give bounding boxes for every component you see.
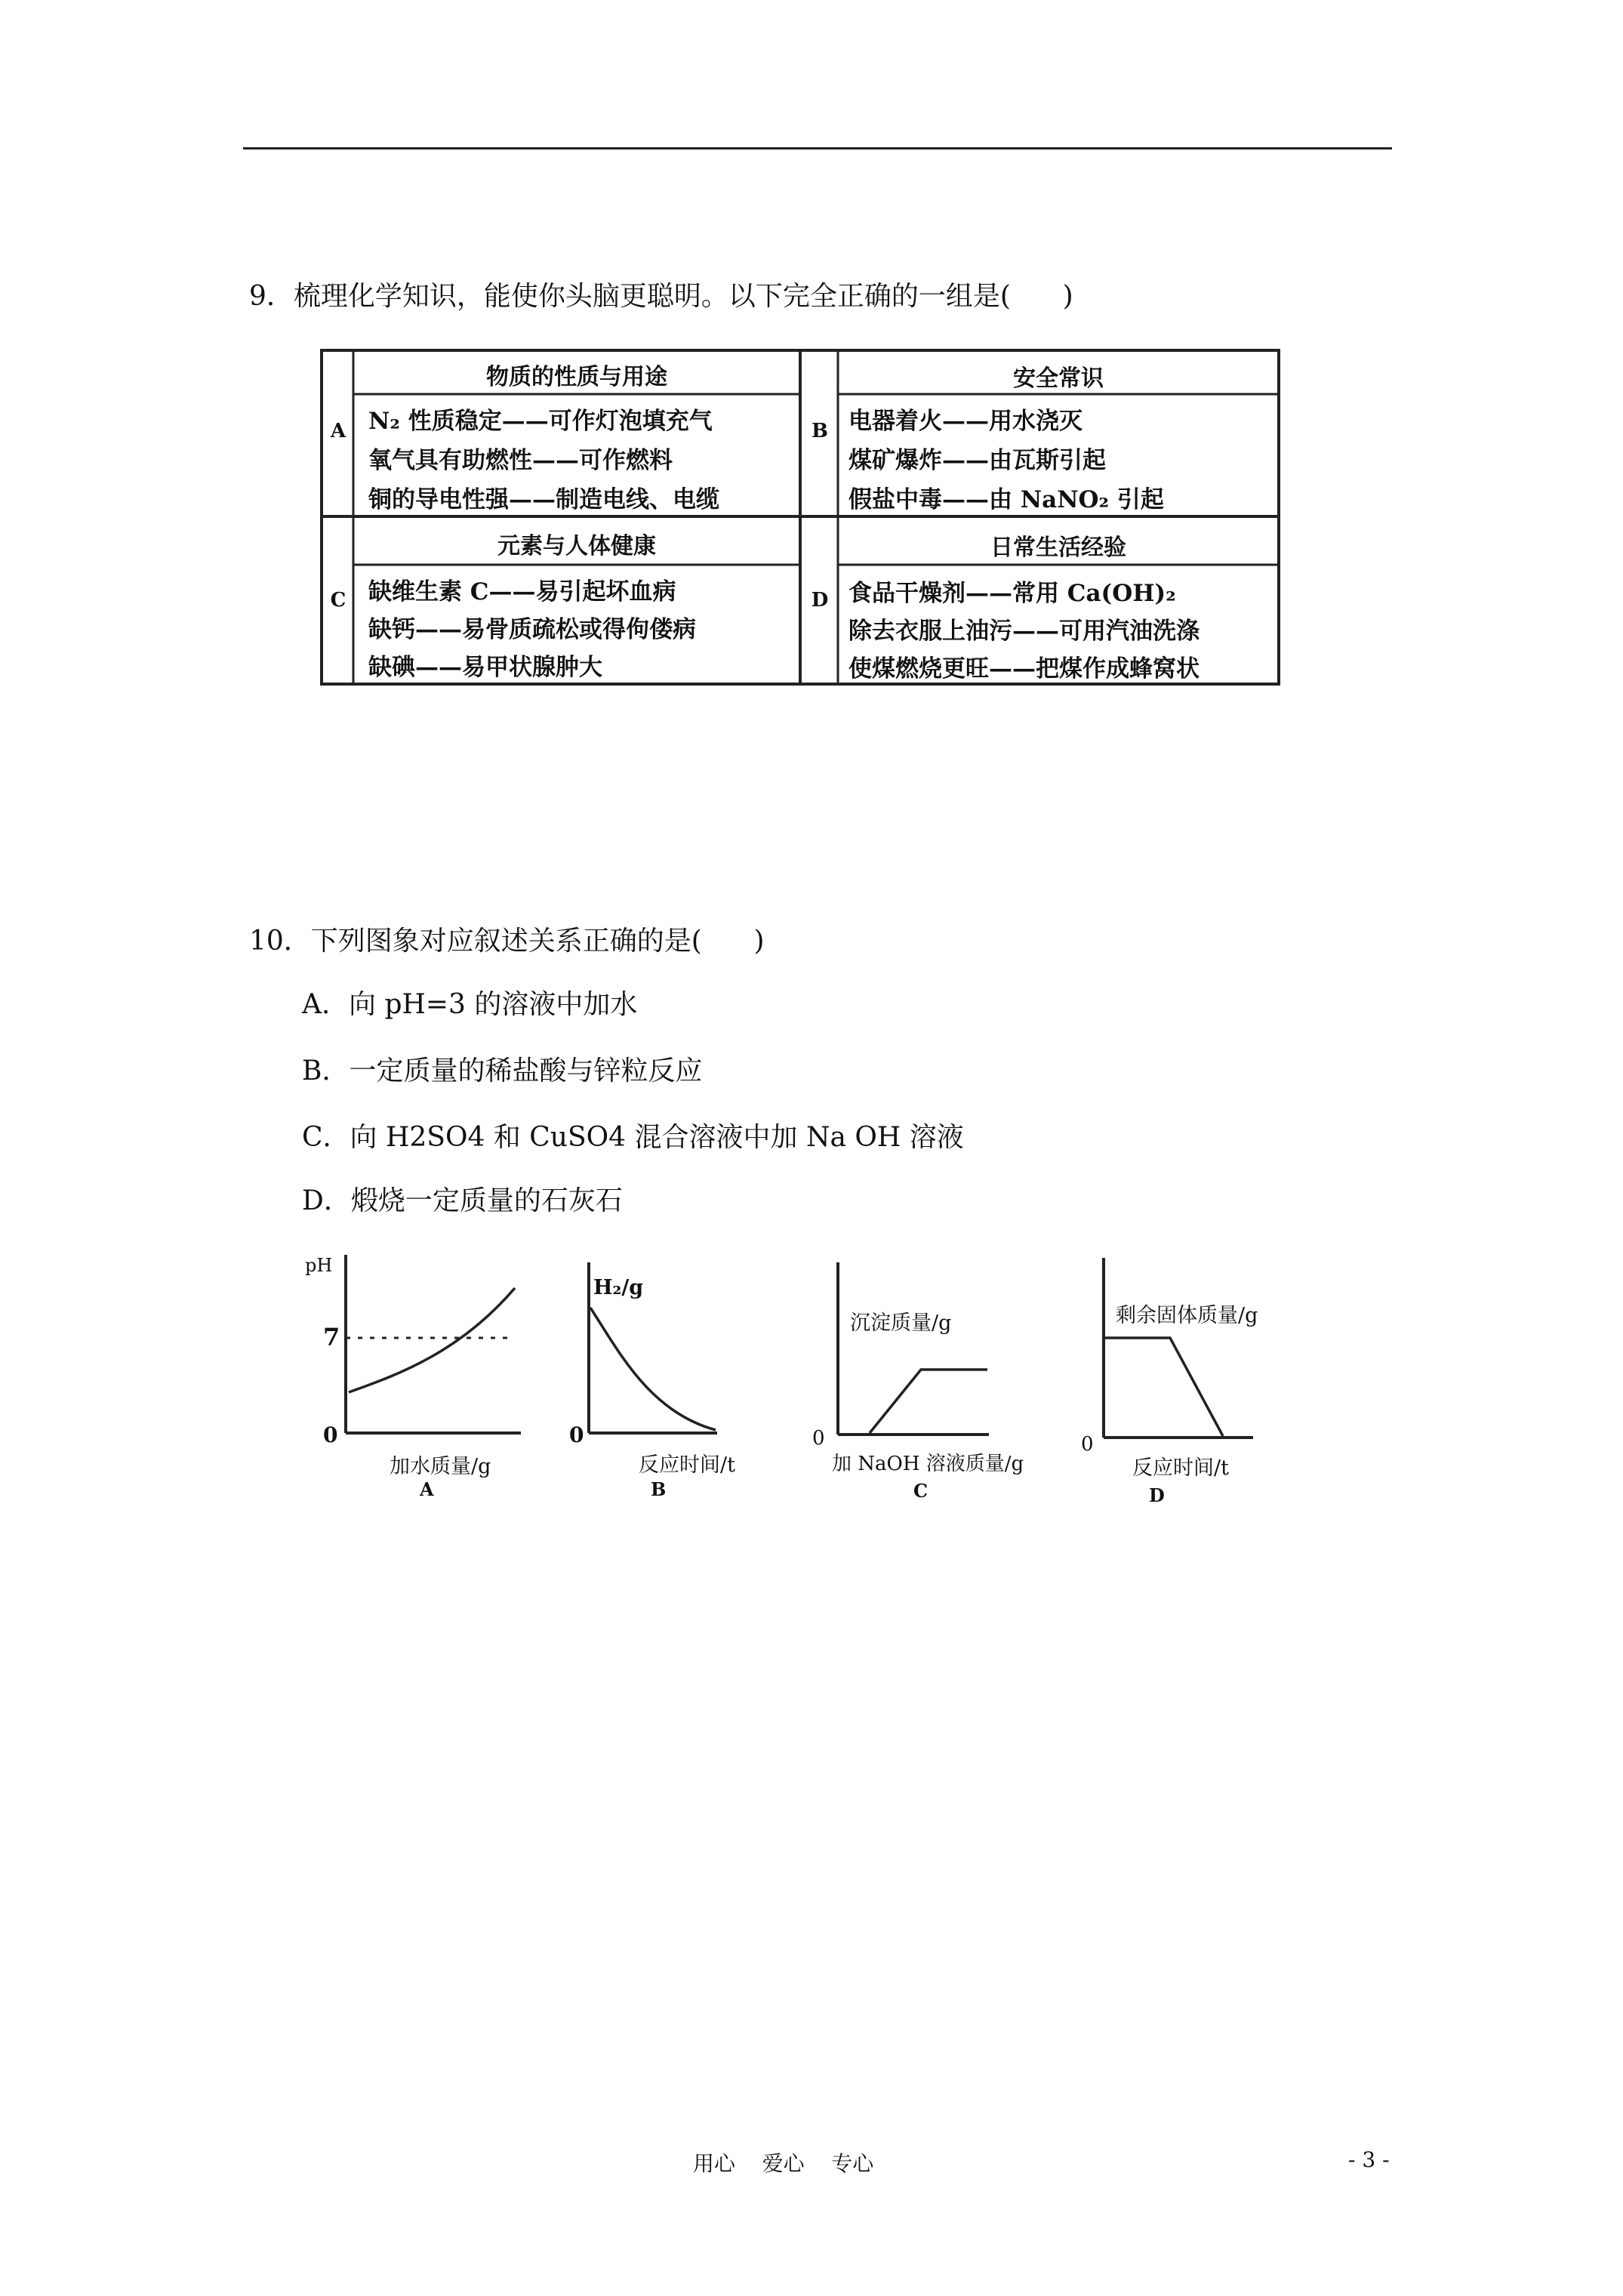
- cell-b-line-1: 电器着火——用水浇灭: [848, 408, 1083, 435]
- cell-b-line-2: 煤矿爆炸——由瓦斯引起: [848, 447, 1106, 474]
- cell-b-line-3: 假盐中毒——由 NaNO₂ 引起: [848, 486, 1164, 513]
- cell-d-line-1: 食品干燥剂——常用 Ca(OH)₂: [848, 580, 1176, 607]
- cell-c-line-2: 缺钙——易骨质疏松或得佝偻病: [368, 616, 696, 643]
- graph-c: [823, 1261, 1012, 1442]
- option-d: D．煅烧一定质量的石灰石: [302, 1185, 623, 1216]
- cell-d-letter: D: [811, 589, 829, 612]
- graph-d-line: [1104, 1338, 1223, 1436]
- cell-b-heading: 安全常识: [1013, 365, 1104, 392]
- graph-b-xlabel: 反应时间/t: [639, 1453, 735, 1477]
- graph-d: [1087, 1253, 1276, 1450]
- graph-b-curve: [590, 1308, 716, 1430]
- option-a: A．向 pH=3 的溶液中加水: [302, 989, 638, 1020]
- graph-a-mark-7: 7: [323, 1323, 340, 1351]
- graph-d-ylabel: 剩余固体质量/g: [1116, 1304, 1258, 1327]
- graph-a-ylabel: pH: [305, 1255, 333, 1276]
- graph-c-origin: 0: [812, 1427, 825, 1450]
- cell-c-line-3: 缺碘——易甲状腺肿大: [368, 654, 602, 681]
- cell-a-line-1: N₂ 性质稳定——可作灯泡填充气: [368, 408, 713, 435]
- graph-a-origin: 0: [323, 1422, 338, 1447]
- question-9-title: 9．梳理化学知识，能使你头脑更聪明。以下完全正确的一组是( ): [249, 281, 1073, 312]
- cell-d-heading: 日常生活经验: [990, 535, 1126, 561]
- cell-c-line-1: 缺维生素 C——易引起坏血病: [368, 578, 676, 606]
- graph-c-ylabel: 沉淀质量/g: [850, 1311, 952, 1335]
- graph-c-letter: C: [913, 1480, 929, 1502]
- footer-motto: 用心 爱心 专心: [693, 2151, 874, 2176]
- question-9-table: [320, 349, 1282, 687]
- graph-b-origin: 0: [569, 1422, 584, 1447]
- graph-d-letter: D: [1149, 1484, 1165, 1506]
- graph-b-letter: B: [651, 1478, 667, 1500]
- cell-a-heading: 物质的性质与用途: [486, 364, 667, 390]
- question-10-title: 10．下列图象对应叙述关系正确的是( ): [249, 926, 765, 957]
- cell-c-letter: C: [330, 589, 346, 612]
- page-number: - 3 -: [1348, 2147, 1390, 2172]
- cell-c-heading: 元素与人体健康: [497, 533, 656, 559]
- cell-d-line-2: 除去衣服上油污——可用汽油洗涤: [848, 618, 1200, 645]
- option-b: B．一定质量的稀盐酸与锌粒反应: [302, 1056, 703, 1086]
- cell-a-line-2: 氧气具有助燃性——可作燃料: [368, 447, 673, 474]
- header-rule: [243, 147, 1392, 149]
- graph-c-xlabel: 加 NaOH 溶液质量/g: [832, 1453, 1024, 1475]
- graph-a: [302, 1253, 528, 1450]
- cell-a-letter: A: [330, 420, 346, 442]
- graph-c-line: [870, 1370, 987, 1433]
- graph-a-curve: [349, 1288, 515, 1392]
- cell-d-line-3: 使煤燃烧更旺——把煤作成蜂窝状: [848, 655, 1200, 683]
- graph-b-ylabel: H₂/g: [593, 1276, 644, 1299]
- graph-a-letter: A: [420, 1478, 434, 1500]
- graph-a-xlabel: 加水质量/g: [390, 1455, 491, 1478]
- cell-a-line-3: 铜的导电性强——制造电线、电缆: [368, 486, 719, 513]
- graph-d-xlabel: 反应时间/t: [1132, 1456, 1229, 1480]
- graph-d-origin: 0: [1081, 1433, 1094, 1456]
- cell-b-letter: B: [812, 420, 828, 442]
- option-c: C．向 H2SO4 和 CuSO4 混合溶液中加 Na OH 溶液: [302, 1122, 964, 1153]
